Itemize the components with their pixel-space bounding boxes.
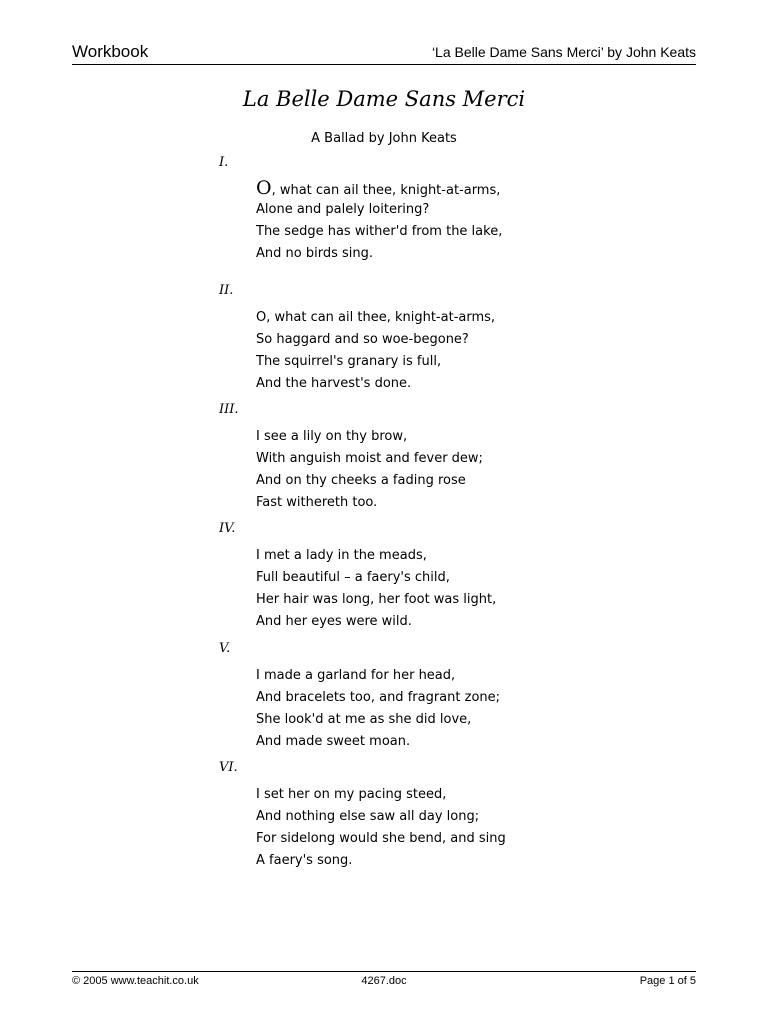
poem-line: Fast withereth too. [256,495,378,510]
stanza-lines [256,426,483,514]
poem-line: O, what can ail thee, knight-at-arms, [256,310,496,325]
poem-line: The squirrel's granary is full, [256,354,442,369]
footer-page-number: Page 1 of 5 [639,975,696,987]
poem-line: And nothing else saw all day long; [256,809,480,824]
poem-line: For sidelong would she bend, and sing [256,831,506,846]
footer-copyright: © 2005 www.teachit.co.uk [72,975,199,987]
stanza-lines [256,665,500,753]
poem-line: I made a garland for her head, [256,668,456,683]
header-workbook-label: Workbook [72,42,149,61]
stanza-numeral: IV. [219,521,236,536]
poem-title: La Belle Dame Sans Merci [242,87,526,111]
stanza-lines [256,177,502,265]
page-footer [72,971,696,992]
footer-filename: 4267.doc [361,975,407,987]
stanza-lines [256,784,506,872]
drop-cap: O [256,177,272,199]
poem-line: Alone and palely loitering? [256,202,430,217]
stanza-numeral: VI. [219,760,238,775]
poem-line: A faery's song. [256,853,353,868]
header-document-title: ‘La Belle Dame Sans Merci’ by John Keats [431,44,696,60]
stanza-numeral: II. [219,283,234,298]
poem-line: I see a lily on thy brow, [256,429,408,444]
poem-line: I set her on my pacing steed, [256,787,447,802]
poem-line: And made sweet moan. [256,734,411,749]
poem-line: And her eyes were wild. [256,614,412,629]
stanza-numeral: I. [219,155,229,170]
poem-line-rest: , what can ail thee, knight-at-arms, [271,183,501,198]
stanza-lines [256,545,496,633]
poem-line: With anguish moist and fever dew; [256,451,483,466]
poem-line: Full beautiful – a faery's child, [256,570,450,585]
poem-line: She look'd at me as she did love, [256,712,472,727]
poem-line: And no birds sing. [256,246,373,261]
poem-line-first [256,177,502,199]
poem-line: The sedge has wither'd from the lake, [256,224,503,239]
stanza-lines [256,307,495,395]
stanza-numeral: III. [219,402,239,417]
poem-line: Her hair was long, her foot was light, [256,592,497,607]
page-header [72,42,696,65]
poem-subtitle: A Ballad by John Keats [311,131,457,146]
poem-line: I met a lady in the meads, [256,548,427,563]
stanza-numeral: V. [219,641,231,656]
poem-line: And bracelets too, and fragrant zone; [256,690,501,705]
poem-line: And on thy cheeks a fading rose [256,473,466,488]
poem-line: And the harvest's done. [256,376,412,391]
poem-line: So haggard and so woe-begone? [256,332,469,347]
